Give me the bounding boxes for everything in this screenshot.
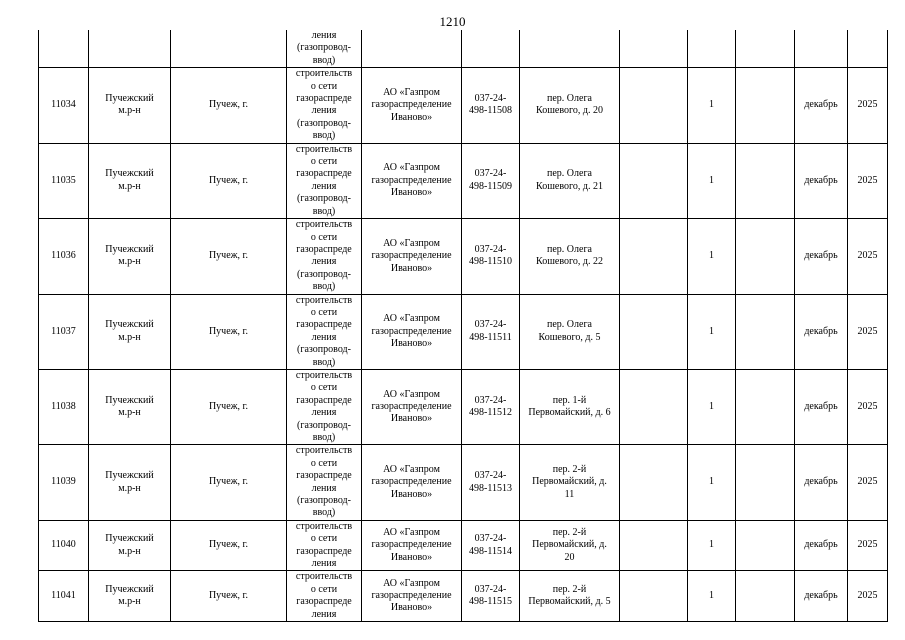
work-type-cell: строительств о сети газораспреде ления (газопровод- ввод) [295,294,353,368]
organization-cell: АО «Газпром газораспределение Иваново» [371,527,452,563]
district-cell: Пучежский м.р-н [105,168,154,192]
object-code-cell: 037-24- 498-11515 [469,583,512,608]
work-type-cell: строительств о сети газораспреде ления (газопровод- ввод) [295,445,353,519]
locality-cell: Пучеж, г. [208,590,249,602]
address-cell: пер. 2-й Первомайский, д. 11 [532,464,607,500]
quantity-cell: 1 [709,539,714,551]
work-type-cell: строительств о сети газораспреде ления (газопровод- ввод) [295,68,353,142]
month-cell: декабрь [804,539,838,551]
address-cell: пер. Олега Кошевого, д. 21 [536,168,603,192]
year-cell: 2025 [857,400,878,412]
month-cell: декабрь [804,476,838,488]
quantity-cell: 1 [709,325,714,337]
district-cell: Пучежский м.р-н [105,583,154,608]
district-cell: Пучежский м.р-н [105,470,154,494]
work-type-cell: строительств о сети газораспреде ления (газопровод- ввод) [295,219,353,293]
organization-cell: АО «Газпром газораспределение Иваново» [371,313,452,349]
locality-cell: Пучеж, г. [208,174,249,186]
year-cell: 2025 [857,590,878,602]
address-cell: пер. Олега Кошевого, д. 22 [536,243,603,268]
work-type-cell: ления (газопровод- ввод) [297,30,351,66]
year-cell: 2025 [857,99,878,111]
row-number-cell: 11039 [51,476,76,488]
table-row [39,369,888,444]
district-cell: Пучежский м.р-н [105,533,154,557]
registry-table [38,30,888,622]
district-cell: Пучежский м.р-н [105,93,154,117]
locality-cell: Пучеж, г. [208,99,249,111]
organization-cell: АО «Газпром газораспределение Иваново» [371,86,452,123]
object-code-cell: 037-24- 498-11510 [469,243,512,268]
quantity-cell: 1 [709,174,714,186]
table-row [39,294,888,369]
locality-cell: Пучеж, г. [208,539,249,551]
year-cell: 2025 [857,476,878,488]
month-cell: декабрь [804,174,838,186]
object-code-cell: 037-24- 498-11514 [469,533,512,557]
year-cell: 2025 [857,174,878,186]
table-row [39,68,888,143]
quantity-cell: 1 [709,476,714,488]
quantity-cell: 1 [709,250,714,262]
organization-cell: АО «Газпром газораспределение Иваново» [371,388,452,425]
month-cell: декабрь [804,400,838,412]
row-number-cell: 11040 [51,539,76,551]
district-cell: Пучежский м.р-н [105,243,154,268]
row-number-cell: 11035 [51,174,76,186]
locality-cell: Пучеж, г. [208,400,249,412]
address-cell: пер. 2-й Первомайский, д. 20 [532,527,607,563]
district-cell: Пучежский м.р-н [105,319,154,343]
year-cell: 2025 [857,325,878,337]
locality-cell: Пучеж, г. [208,250,249,262]
table-row [39,520,888,571]
month-cell: декабрь [804,250,838,262]
table-row [39,143,888,218]
row-number-cell: 11037 [51,325,76,337]
year-cell: 2025 [857,250,878,262]
object-code-cell: 037-24- 498-11508 [469,93,512,117]
row-number-cell: 11041 [51,590,76,602]
object-code-cell: 037-24- 498-11509 [469,168,512,192]
table-row-continuation [39,30,888,68]
organization-cell: АО «Газпром газораспределение Иваново» [371,464,452,500]
table-row [39,571,888,622]
object-code-cell: 037-24- 498-11513 [469,470,512,494]
month-cell: декабрь [804,325,838,337]
table-row [39,219,888,294]
quantity-cell: 1 [709,590,714,602]
page-number: 1210 [439,14,466,29]
organization-cell: АО «Газпром газораспределение Иваново» [371,162,452,199]
quantity-cell: 1 [709,400,714,412]
address-cell: пер. Олега Кошевого, д. 5 [538,319,601,343]
row-number-cell: 11036 [51,250,76,262]
object-code-cell: 037-24- 498-11511 [469,319,512,343]
month-cell: декабрь [804,99,838,111]
object-code-cell: 037-24- 498-11512 [469,394,512,419]
month-cell: декабрь [804,590,838,602]
district-cell: Пучежский м.р-н [105,394,154,419]
row-number-cell: 11038 [51,400,76,412]
table-row [39,445,888,520]
work-type-cell: строительств о сети газораспреде ления (газопровод- ввод) [295,143,353,217]
quantity-cell: 1 [709,99,714,111]
address-cell: пер. Олега Кошевого, д. 20 [536,93,603,117]
organization-cell: АО «Газпром газораспределение Иваново» [371,237,452,274]
organization-cell: АО «Газпром газораспределение Иваново» [371,577,452,614]
work-type-cell: строительств о сети газораспреде ления [295,520,353,570]
address-cell: пер. 1-й Первомайский, д. 6 [528,394,611,419]
row-number-cell: 11034 [51,99,76,111]
year-cell: 2025 [857,539,878,551]
locality-cell: Пучеж, г. [208,325,249,337]
work-type-cell: строительств о сети газораспреде ления (газопровод- ввод) [295,369,353,443]
locality-cell: Пучеж, г. [208,476,249,488]
address-cell: пер. 2-й Первомайский, д. 5 [528,583,611,608]
work-type-cell: строительств о сети газораспреде ления [295,571,353,620]
